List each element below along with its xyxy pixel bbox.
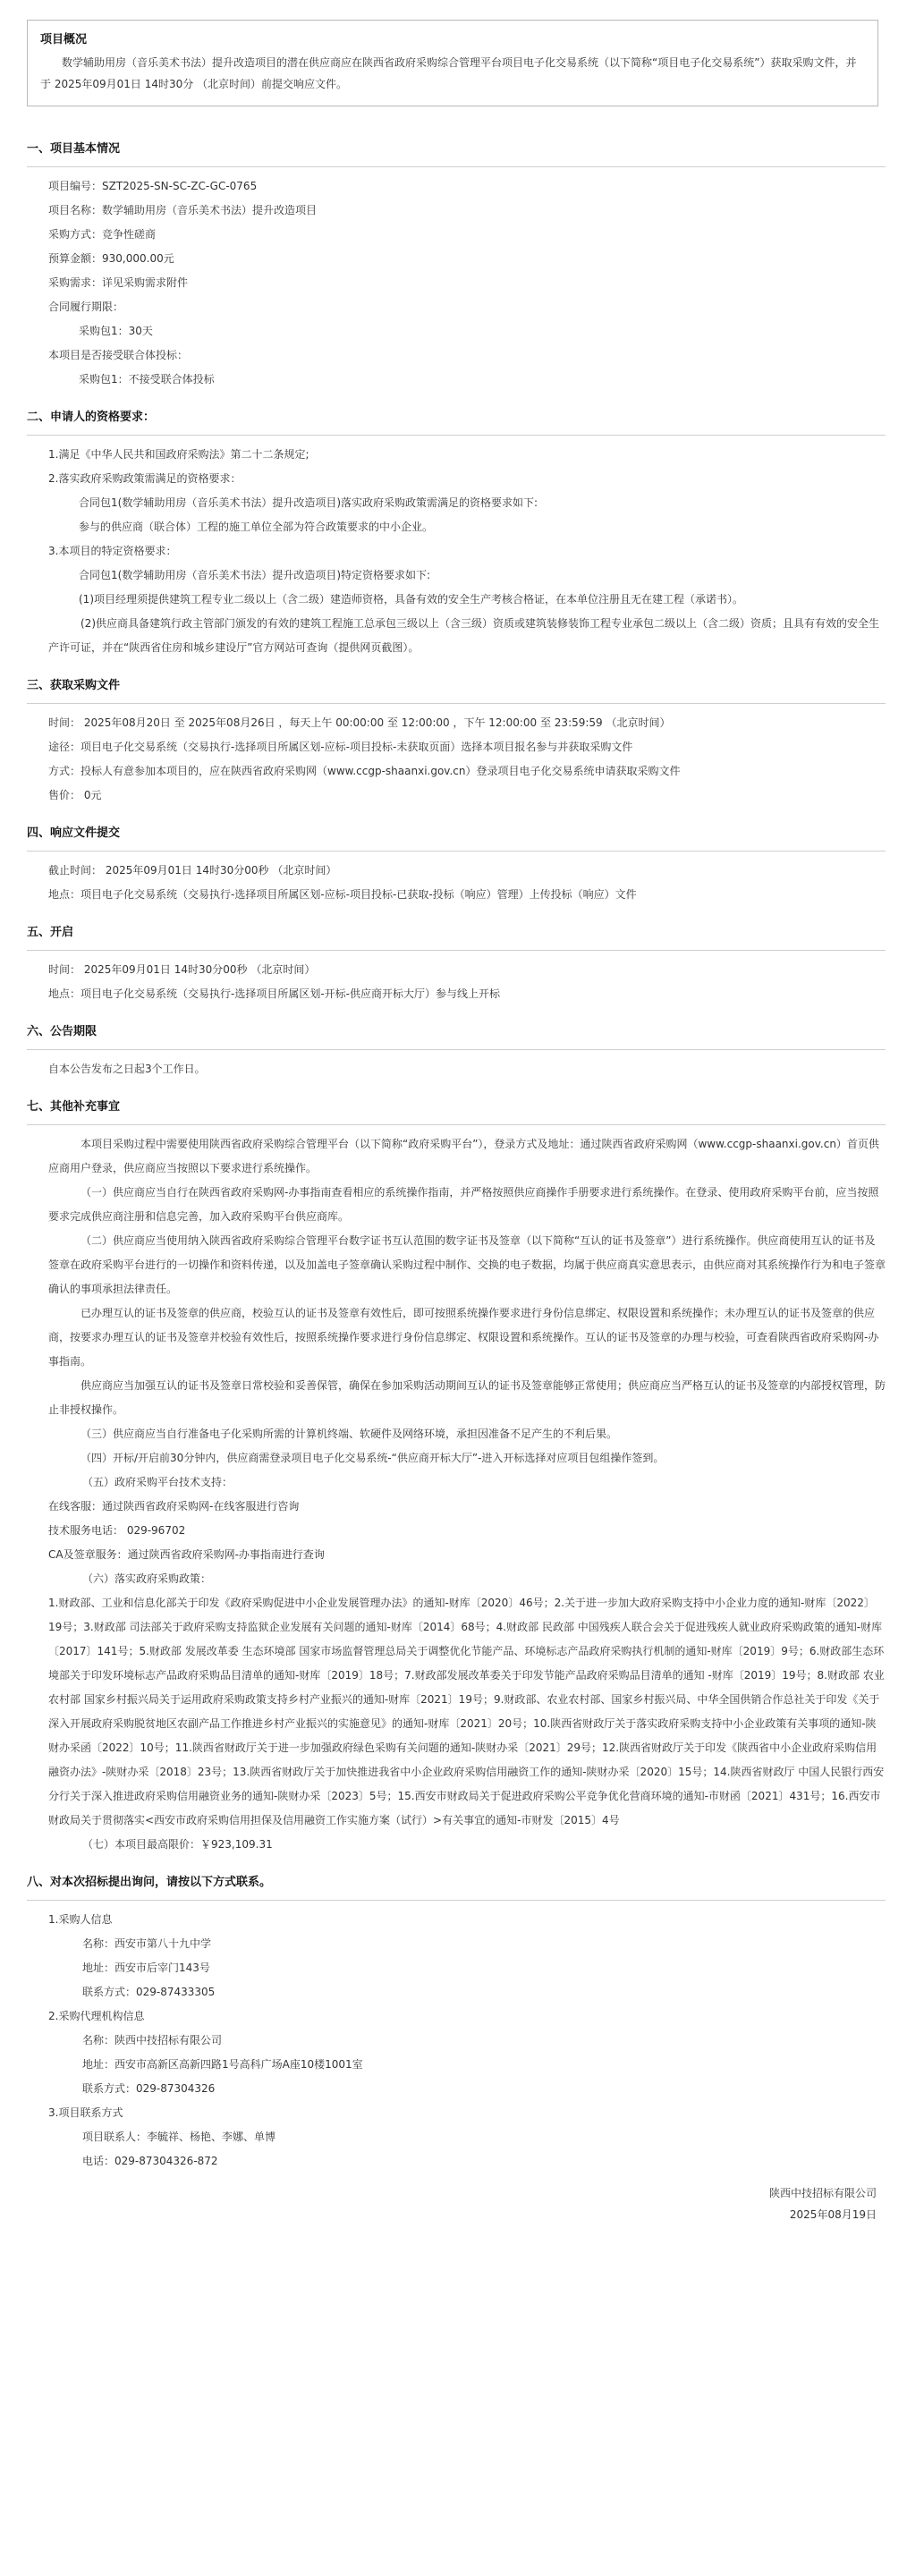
notice-period-value: 自本公告发布之日起3个工作日。 xyxy=(48,1063,206,1075)
other-paragraph: 本项目采购过程中需要使用陕西省政府采购综合管理平台（以下简称“政府采购平台”），登录方式及地址：通过陕西省政府采购网（www.ccgp-shaanxi.gov.cn）首页供应商用户登录，供应商应当按照以下要求进行系统操作。 xyxy=(48,1138,879,1174)
section-title-opening: 五、开启 xyxy=(27,926,74,939)
section-title-qualifications: 二、申请人的资格要求： xyxy=(27,411,156,424)
contract-period-label: 合同履行期限： xyxy=(48,301,124,313)
qualification-item: (1)项目经理须提供建筑工程专业二级以上（含二级）建造师资格，具备有效的安全生产考核合格证，在本单位注册且无在建工程（承诺书）。 xyxy=(79,593,744,606)
agency-phone: 联系方式：029-87304326 xyxy=(82,2082,216,2095)
other-paragraph: （一）供应商应当自行在陕西省政府采购网-办事指南查看相应的系统操作指南，并严格按照供应商操作手册要求进行系统操作。在登录、使用政府采购平台前，应当按照要求完成供应商注册和信息完善，加入政府采购平台供应商库。 xyxy=(48,1186,879,1223)
qualification-item: 参与的供应商（联合体）工程的施工单位全部为符合政策要求的中小企业。 xyxy=(79,521,434,533)
agency-address: 地址：西安市高新区高新四路1号高科广场A座10楼1001室 xyxy=(82,2058,363,2071)
contact-phone: 电话：029-87304326-872 xyxy=(82,2155,218,2167)
project-name: 项目名称：数学辅助用房（音乐美术书法）提升改造项目 xyxy=(48,204,318,216)
contact-heading: 3.项目联系方式 xyxy=(48,2106,123,2119)
purchaser-name: 名称：西安市第八十九中学 xyxy=(82,1937,212,1950)
submission-deadline: 截止时间： 2025年09月01日 14时30分00秒 （北京时间） xyxy=(48,864,337,877)
other-paragraph: （二）供应商应当使用纳入陕西省政府采购综合管理平台数字证书互认范围的数字证书及签章（以下简称“互认的证书及签章”）进行系统操作。供应商使用互认的证书及签章在政府采购平台进行的一切操作和资料传递，以及加盖电子签章确认采购过程中制作、交换的电子数据，均属于供应商真实意思表示，由供应商对其系统操作行为和电子签章确认的事项承担法律责任。 xyxy=(48,1234,886,1295)
announcement-body xyxy=(27,134,886,2225)
other-paragraph: 已办理互认的证书及签章的供应商，校验互认的证书及签章有效性后，即可按照系统操作要求进行身份信息绑定、权限设置和系统操作；未办理互认的证书及签章的供应商，按要求办理互认的证书及签章并校验有效性后，按照系统操作要求进行身份信息绑定、权限设置和系统操作。互认的证书及签章的办理与校验，可查看陕西省政府采购网-办事指南。 xyxy=(48,1307,879,1368)
tech-support-heading: （五）政府采购平台技术支持： xyxy=(82,1476,233,1488)
tech-support-ca: CA及签章服务：通过陕西省政府采购网-办事指南进行查询 xyxy=(48,1548,325,1561)
section-title-contact: 八、对本次招标提出询问，请按以下方式联系。 xyxy=(27,1876,272,1889)
section-title-obtain-documents: 三、获取采购文件 xyxy=(27,679,121,692)
procurement-requirements: 采购需求：详见采购需求附件 xyxy=(48,276,189,289)
obtain-price: 售价： 0元 xyxy=(48,789,102,801)
contact-persons: 项目联系人：李毓祥、杨艳、李娜、单博 xyxy=(82,2131,276,2143)
qualification-item: 2.落实政府采购政策需满足的资格要求： xyxy=(48,472,242,485)
purchaser-heading: 1.采购人信息 xyxy=(48,1913,113,1926)
overview-text: 数学辅助用房（音乐美术书法）提升改造项目的潜在供应商应在陕西省政府采购综合管理平台项目电子化交易系统（以下简称“项目电子化交易系统”）获取采购文件，并于 2025年09月01日 14时30分 （北京时间）前提交响应文件。 xyxy=(40,56,857,90)
section-title-other-matters: 七、其他补充事宜 xyxy=(27,1100,121,1114)
section-title-notice-period: 六、公告期限 xyxy=(27,1025,97,1038)
section-title-basic-info: 一、项目基本情况 xyxy=(27,142,121,156)
qualification-item: 合同包1(数学辅助用房（音乐美术书法）提升改造项目)落实政府采购政策需满足的资格要求如下: xyxy=(79,496,538,509)
opening-time: 时间： 2025年09月01日 14时30分00秒 （北京时间） xyxy=(48,963,316,976)
qualification-item: (2)供应商具备建筑行政主管部门颁发的有效的建筑工程施工总承包三级以上（含三级）资质或建筑装修装饰工程专业承包二级以上（含二级）资质；且具有有效的安全生产许可证，并在“陕西省住房和城乡建设厅”官方网站可查询（提供网页截图）。 xyxy=(48,617,880,654)
overview-title: 项目概况 xyxy=(40,33,88,47)
project-overview-box xyxy=(27,20,878,106)
section-title-submission: 四、响应文件提交 xyxy=(27,826,121,840)
procurement-method: 采购方式：竞争性磋商 xyxy=(48,228,157,241)
agency-name: 名称：陕西中技招标有限公司 xyxy=(82,2034,223,2046)
budget-amount: 预算金额：930,000.00元 xyxy=(48,252,174,265)
contract-period-value: 采购包1：30天 xyxy=(79,325,153,337)
signature-org: 陕西中技招标有限公司 xyxy=(768,2187,877,2199)
qualification-item: 3.本项目的特定资格要求： xyxy=(48,545,177,557)
obtain-time: 时间： 2025年08月20日 至 2025年08月26日 ，每天上午 00:00:00 至 12:00:00 ，下午 12:00:00 至 23:59:59 （北京时间） xyxy=(48,716,671,729)
purchaser-phone: 联系方式：029-87433305 xyxy=(82,1986,216,1998)
project-number: 项目编号：SZT2025-SN-SC-ZC-GC-0765 xyxy=(48,180,258,192)
signature-date: 2025年08月19日 xyxy=(789,2208,877,2221)
qualification-item: 1.满足《中华人民共和国政府采购法》第二十二条规定; xyxy=(48,448,309,461)
purchaser-address: 地址：西安市后宰门143号 xyxy=(82,1962,210,1974)
tech-support-online: 在线客服：通过陕西省政府采购网-在线客服进行咨询 xyxy=(48,1500,300,1513)
max-price: （七）本项目最高限价：￥923,109.31 xyxy=(82,1838,273,1851)
obtain-channel: 途径：项目电子化交易系统（交易执行-选择项目所属区划-应标-项目投标-未获取页面）选择本项目报名参与并获取采购文件 xyxy=(48,741,633,753)
agency-heading: 2.采购代理机构信息 xyxy=(48,2010,145,2022)
other-paragraph: （三）供应商应当自行准备电子化采购所需的计算机终端、软硬件及网络环境，承担因准备不足产生的不利后果。 xyxy=(81,1428,618,1440)
tech-support-phone: 技术服务电话： 029-96702 xyxy=(48,1524,186,1537)
policy-heading: （六）落实政府采购政策： xyxy=(82,1572,212,1585)
policy-list: 1.财政部、工业和信息化部关于印发《政府采购促进中小企业发展管理办法》的通知-财库〔2020〕46号；2.关于进一步加大政府采购支持中小企业力度的通知-财库〔2022〕19号；3.财政部 司法部关于政府采购支持监狱企业发展有关问题的通知-财库〔2014〕68号；4.财政部 民政部 中国残疾人联合会关于促进残疾人就业政府采购政策的通知-财库〔2017〕141号；5.财政部 发展改革委 生态环境部 国家市场监督管理总局关于调整优化节能产品、环境标志产品政府采购执行机制的通知-财库〔2019〕9号；6.财政部生态环境部关于印发环境标志产品政府采购品目清单的通知-财库〔2019〕18号；7.财政部发展改革委关于印发节能产品政府采购品目清单的通知 -财库〔2019〕19号；8.财政部 农业农村部 国家乡村振兴局关于运用政府采购政策支持乡村产业振兴的通知-财库〔2021〕19号；9.财政部、农业农村部、国家乡村振兴局、中华全国供销合作总社关于印发《关于深入开展政府采购脱贫地区农副产品工作推进乡村产业振兴的实施意见》的通知-财库〔2021〕20号；10.陕西省财政厅关于落实政府采购支持中小企业政策有关事项的通知-陕财办采函〔2022〕10号；11.陕西省财政厅关于进一步加强政府绿色采购有关问题的通知-陕财办采〔2021〕29号；12.陕西省财政厅关于印发《陕西省中小企业政府采购信用融资办法》-陕财办采〔2018〕23号；13.陕西省财政厅关于加快推进我省中小企业政府采购信用融资工作的通知-陕财办采〔2020〕15号；14.陕西省财政厅 中国人民银行西安分行关于深入推进政府采购信用融资业务的通知-陕财办采〔2023〕5号；15.西安市财政局关于促进政府采购公平竞争优化营商环境的通知-市财函〔2021〕431号；16.西安市财政局关于贯彻落实<西安市政府采购信用担保及信用融资工作实施方案（试行）>有关事宜的通知-市财发〔2015〕4号 xyxy=(48,1597,885,1826)
consortium-label: 本项目是否接受联合体投标： xyxy=(48,349,189,361)
opening-location: 地点：项目电子化交易系统（交易执行-选择项目所属区划-开标-供应商开标大厅）参与线上开标 xyxy=(48,987,500,1000)
qualification-item: 合同包1(数学辅助用房（音乐美术书法）提升改造项目)特定资格要求如下: xyxy=(79,569,431,581)
other-paragraph: （四）开标/开启前30分钟内，供应商需登录项目电子化交易系统-“供应商开标大厅”-进入开标选择对应项目包组操作签到。 xyxy=(81,1452,665,1464)
submission-location: 地点：项目电子化交易系统（交易执行-选择项目所属区划-应标-项目投标-已获取-投标（响应）管理）上传投标（响应）文件 xyxy=(48,888,637,901)
other-paragraph: 供应商应当加强互认的证书及签章日常校验和妥善保管，确保在参加采购活动期间互认的证书及签章能够正常使用；供应商应当严格互认的证书及签章的内部授权管理，防止非授权操作。 xyxy=(48,1379,886,1416)
consortium-value: 采购包1：不接受联合体投标 xyxy=(79,373,215,386)
obtain-method: 方式：投标人有意参加本项目的，应在陕西省政府采购网（www.ccgp-shaanxi.gov.cn）登录项目电子化交易系统申请获取采购文件 xyxy=(48,765,681,777)
